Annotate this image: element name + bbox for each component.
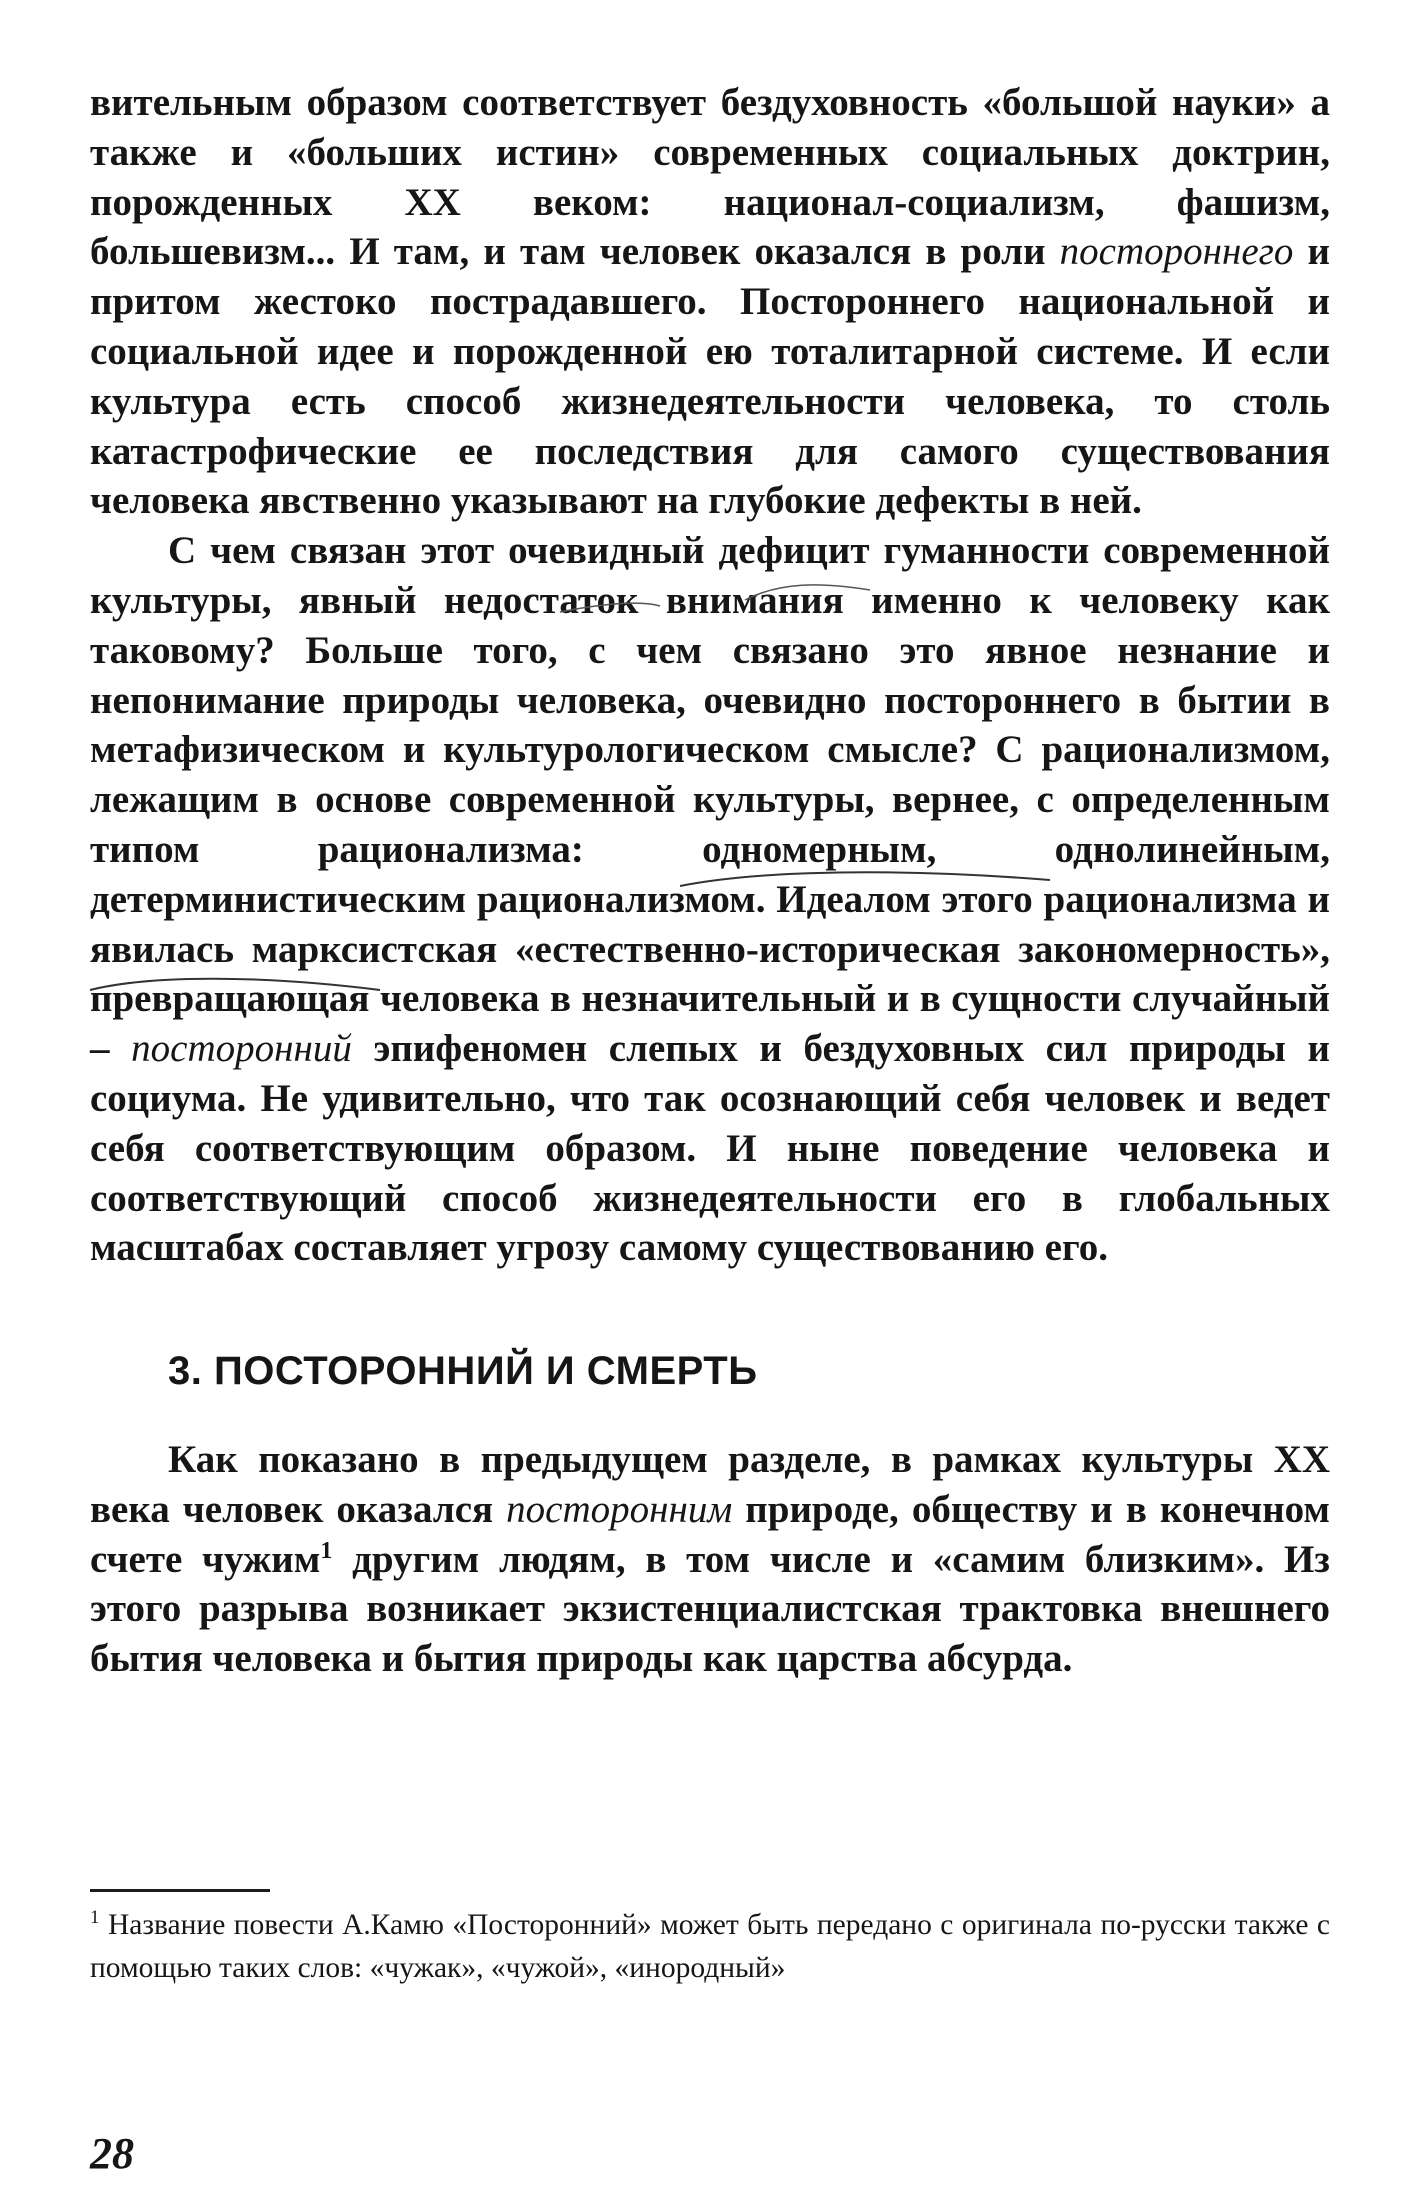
pencil-curve-mark [745, 585, 870, 600]
paragraph-2-emphasis: посторонний [131, 1027, 352, 1071]
paragraph-3-text-b: природе, обществу и в конечном счете чужим [90, 1487, 1330, 1581]
footnote-reference[interactable]: 1 [320, 1537, 333, 1564]
footnote-marker: 1 [90, 1907, 100, 1929]
page-number: 28 [90, 2129, 134, 2178]
footnote [90, 1904, 1330, 1990]
paragraph-1-text-b: и притом жестоко пострадавшего. Постороннего национальной и социальной идее и порожденной ею тоталитарной системе. И если культура есть способ жизнедеятельности человека, то столь катастрофические ее последствия для самого существования человека явственно указывают на глубокие дефекты в ней. [90, 230, 1330, 523]
pencil-underline-mark-2 [90, 979, 380, 990]
paragraph-2-text-a: С чем связан этот очевидный дефицит гуманности современной культуры, явный недостаток внимания именно к человеку как таковому? Больше того, с чем связано это явное незнание и непонимание природы человека, очевидно постороннего в бытии в метафизическом и культурологическом смысле? С рационализмом, лежащим в основе современной культуры, вернее, с определенным типом рационализма: одномерным, однолинейным, детерминистическим рационализмом. Идеалом этого рационализма и явилась марксистская «естественно-историческая закономерность», превращающая человека в незначительный и в сущности случайный – [90, 529, 1330, 1071]
paragraph-2-text-b: эпифеномен слепых и бездуховных сил природы и социума. Не удивительно, что так осознающий себя человек и ведет себя соответствующим образом. И ныне поведение человека и соответствующий способ жизнедеятельности его в глобальных масштабах составляет угрозу самому существованию его. [90, 1027, 1330, 1270]
pencil-arc-mark [560, 603, 660, 612]
footnote-separator [90, 1889, 270, 1892]
paragraph-3-text-a: Как показано в предыдущем разделе, в рамках культуры XX века человек оказался [90, 1437, 1330, 1531]
paragraph-1-text-a: вительным образом соответствует бездуховность «большой науки» а также и «больших истин» современных социальных доктрин, порожденных XX веком: национал-социализм, фашизм, большевизм... И там, и там человек оказался в роли [90, 81, 1330, 274]
section-heading: 3. ПОСТОРОННИЙ И СМЕРТЬ [168, 1349, 758, 1394]
paragraph-1-emphasis: постороннего [1059, 230, 1294, 274]
paragraph-3-emphasis: посторонним [506, 1487, 733, 1531]
footnote-text: Название повести А.Камю «Посторонний» может быть передано с оригинала по-русски также с помощью таких слов: «чужак», «чужой», «инородный» [90, 1909, 1330, 1984]
pencil-underline-mark [680, 872, 1050, 886]
paragraph-3-text-c: другим людям, в том числе и «самим близким». Из этого разрыва возникает экзистенциалистская трактовка внешнего бытия человека и бытия природы как царства абсурда. [90, 1537, 1330, 1681]
